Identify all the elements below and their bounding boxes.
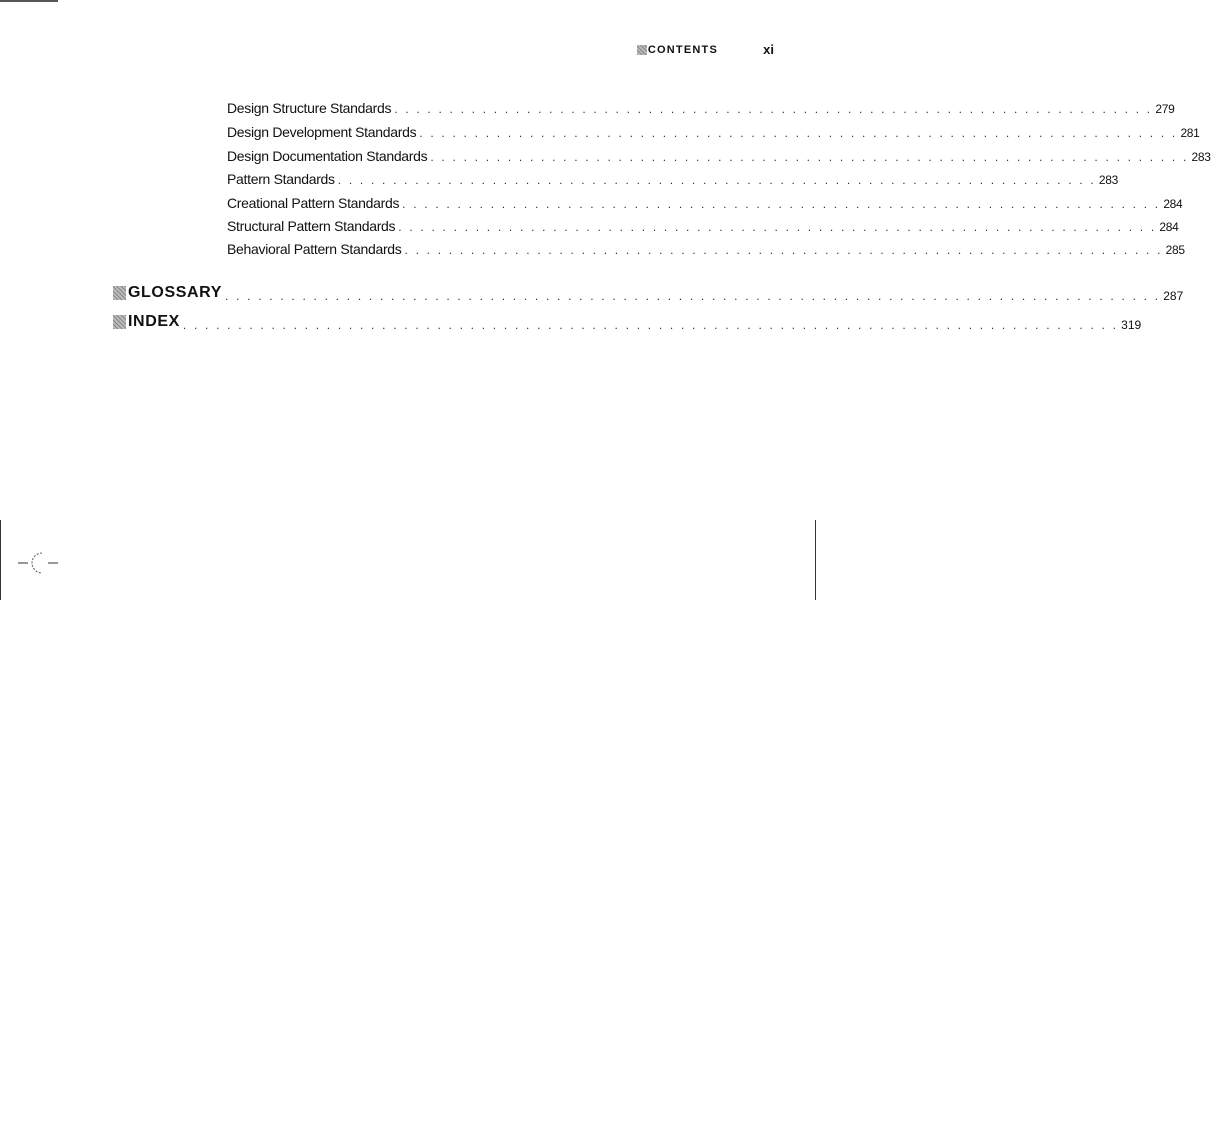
toc-entry-title: Design Development Standards <box>227 124 417 140</box>
toc-entry-page: 283 <box>1191 150 1211 164</box>
toc-entry[interactable] <box>227 100 1175 120</box>
toc-entry-page: 279 <box>1155 102 1175 116</box>
dot-leader: . . . . . . . . . . . . . . . . . . . . . . . . . . . . . . . . . . . . . . . . . . . . . . . . . . . . . . . . . . . . . . . . . . . . . <box>337 173 1096 187</box>
toc-section-index[interactable] <box>113 313 1142 335</box>
toc-entry[interactable] <box>227 218 1179 238</box>
toc-entry[interactable] <box>227 241 1185 261</box>
dot-leader: . . . . . . . . . . . . . . . . . . . . . . . . . . . . . . . . . . . . . . . . . . . . . . . . . . . . . . . . . . . . . . . . . . . . . <box>430 150 1189 164</box>
toc-entry-title: Creational Pattern Standards <box>227 195 400 211</box>
margin-rule-right <box>815 520 816 600</box>
toc-entry-page: 283 <box>1098 173 1119 187</box>
crop-mark-top <box>0 0 58 2</box>
dot-leader: . . . . . . . . . . . . . . . . . . . . . . . . . . . . . . . . . . . . . . . . . . . . . . . . . . . . . . . . . . . . . . . . . . . . . <box>419 126 1178 140</box>
dot-leader: . . . . . . . . . . . . . . . . . . . . . . . . . . . . . . . . . . . . . . . . . . . . . . . . . . . . . . . . . . . . . . . . . . . . . <box>402 197 1161 211</box>
dot-leader: . . . . . . . . . . . . . . . . . . . . . . . . . . . . . . . . . . . . . . . . . . . . . . . . . . . . . . . . . . . . . . . . . . . . . <box>404 243 1163 257</box>
toc-entry-page: 284 <box>1163 197 1183 211</box>
shaded-square-icon <box>637 45 647 55</box>
dot-leader: . . . . . . . . . . . . . . . . . . . . . . . . . . . . . . . . . . . . . . . . . . . . . . . . . . . . . . . . . . . . . . . . . . . . . <box>398 220 1157 234</box>
toc-entry-title: Design Documentation Standards <box>227 148 428 164</box>
crop-registration-icon <box>18 548 58 578</box>
toc-section-text: INDEX <box>128 313 180 330</box>
toc-entry[interactable] <box>227 195 1183 215</box>
dot-leader: . . . . . . . . . . . . . . . . . . . . . . . . . . . . . . . . . . . . . . . . . . . . . . . . . . . . . . . . . . . . . . . . . . . . . . . . . . . . . . . . . . . . . <box>182 318 1119 332</box>
toc-entry-page: 281 <box>1180 126 1200 140</box>
toc-section-page: 319 <box>1121 318 1142 332</box>
toc-section-text: GLOSSARY <box>128 284 222 301</box>
toc-entry-title: Behavioral Pattern Standards <box>227 241 402 257</box>
toc-entry-page: 284 <box>1159 220 1179 234</box>
toc-section-title <box>113 284 222 302</box>
toc-entry[interactable] <box>227 124 1200 144</box>
page-folio: xi <box>763 42 774 57</box>
toc-section-page: 287 <box>1163 289 1184 303</box>
shaded-square-icon <box>113 315 126 329</box>
toc-entry[interactable] <box>227 171 1119 191</box>
shaded-square-icon <box>113 286 126 300</box>
dot-leader: . . . . . . . . . . . . . . . . . . . . . . . . . . . . . . . . . . . . . . . . . . . . . . . . . . . . . . . . . . . . . . . . . . . . . <box>394 102 1153 116</box>
dot-leader: . . . . . . . . . . . . . . . . . . . . . . . . . . . . . . . . . . . . . . . . . . . . . . . . . . . . . . . . . . . . . . . . . . . . . . . . . . . . . . . . . . . . . <box>225 289 1161 303</box>
toc-entry[interactable] <box>227 148 1211 168</box>
toc-section-glossary[interactable] <box>113 284 1184 306</box>
running-head <box>637 44 718 56</box>
toc-section-title <box>113 313 180 331</box>
toc-entry-title: Design Structure Standards <box>227 100 392 116</box>
toc-entry-title: Pattern Standards <box>227 171 335 187</box>
toc-entry-page: 285 <box>1165 243 1185 257</box>
toc-entry-title: Structural Pattern Standards <box>227 218 396 234</box>
running-head-text: CONTENTS <box>647 44 718 56</box>
margin-rule-left <box>0 520 1 600</box>
